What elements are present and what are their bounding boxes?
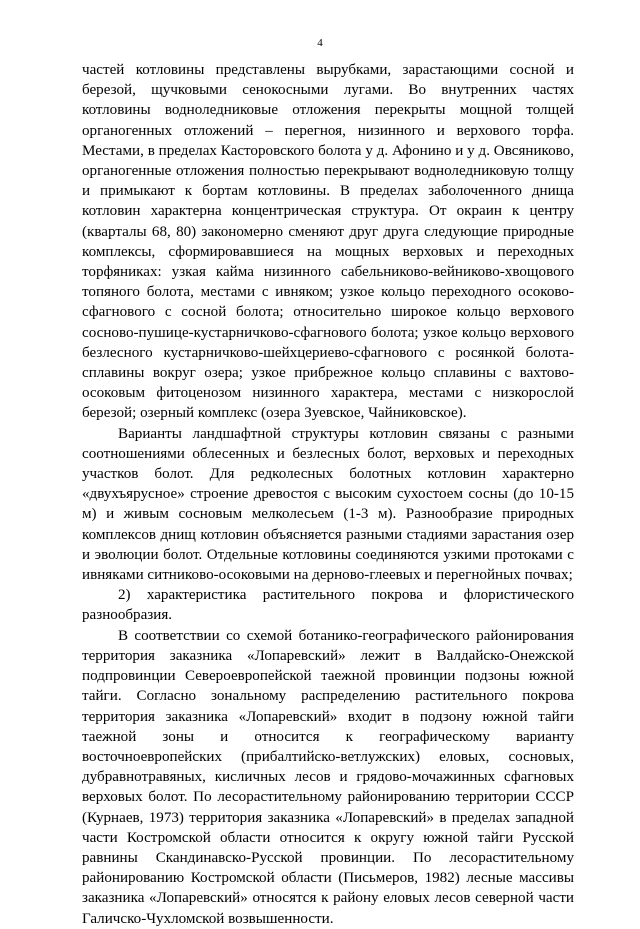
paragraph-list-item-2: 2) характеристика растительного покрова и флористического разнообразия.: [82, 587, 574, 624]
page-number: 4: [317, 37, 323, 49]
body-text: [82, 60, 574, 929]
paragraph-botanical-zoning: В соответствии со схемой ботанико-географического районирования территория заказника «Лопаревский» лежит в Валдайско-Онежской подпровинции Североевропейской таежной провинции подзоны южной тайги. Согласно зональному распределению растительного покрова территория заказника «Лопаревский» входит в подзону южной тайги таежной зоны и относится к географическому варианту восточноевропейских (прибалтийско-ветлужских) еловых, сосновых, дубравнотравяных, кисличных лесов и грядово-мочажинных сфагновых верховых болот. По лесорастительному районированию территории СССР (Курнаев, 1973) территория заказника «Лопаревский» в пределах западной части Костромской области относится к округу южной тайги Русской равнины Скандинавско-Русской провинции. По лесорастительному районированию Костромской области (Письмеров, 1982) лесные массивы заказника «Лопаревский» относятся к району еловых лесов северной части Галичско-Чухломской возвышенности.: [82, 627, 574, 927]
paragraph-continuation: частей котловины представлены вырубками, зарастающими сосной и березой, щучковыми сенокосными лугами. Во внутренних частях котловины водноледниковые отложения перекрыты мощной толщей органогенных отложений – перегноя, низинного и верхового торфа. Местами, в пределах Касторовского болота у д. Афонино и у д. Овсяниково, органогенные отложения полностью перекрывают водноледниковую толщу и примыкают к бортам котловины. В пределах заболоченного днища котловин характерна концентрическая структура. От окраин к центру (кварталы 68, 80) закономерно сменяют друг друга следующие природные комплексы, сформировавшиеся на мощных верховых и переходных торфяниках: узкая кайма низинного сабельниково-вейниково-хвощового топяного болота, местами с ивняком; узкое кольцо переходного осоково-сфагнового с сосной болота; относительно широкое кольцо верхового сосново-пушице-кустарничково-сфагнового болота; узкое кольцо верхового безлесного кустарничково-шейхцериево-сфагнового с росянкой болота-сплавины вокруг озера; узкое прибрежное кольцо сплавины с вахтово-осоковым фитоценозом низинного характера, местами с низкорослой березой; озерный комплекс (озера Зуевское, Чайниковское).: [82, 62, 574, 422]
paragraph-landscape-variants: Варианты ландшафтной структуры котловин связаны с разными соотношениями облесенных и безлесных болот, верховых и переходных участков болот. Для редколесных болотных котловин характерно «двухъярусное» строение древостоя с высоким сухостоем сосны (до 10-15 м) и живым сосновым мелколесьем (1-3 м). Разнообразие природных комплексов днищ котловин объясняется разными стадиями зарастания озер и эволюции болот. Отдельные котловины соединяются узкими протоками с ивняками ситниково-осоковыми на дерново-глеевых и перегнойных почвах;: [82, 425, 574, 584]
